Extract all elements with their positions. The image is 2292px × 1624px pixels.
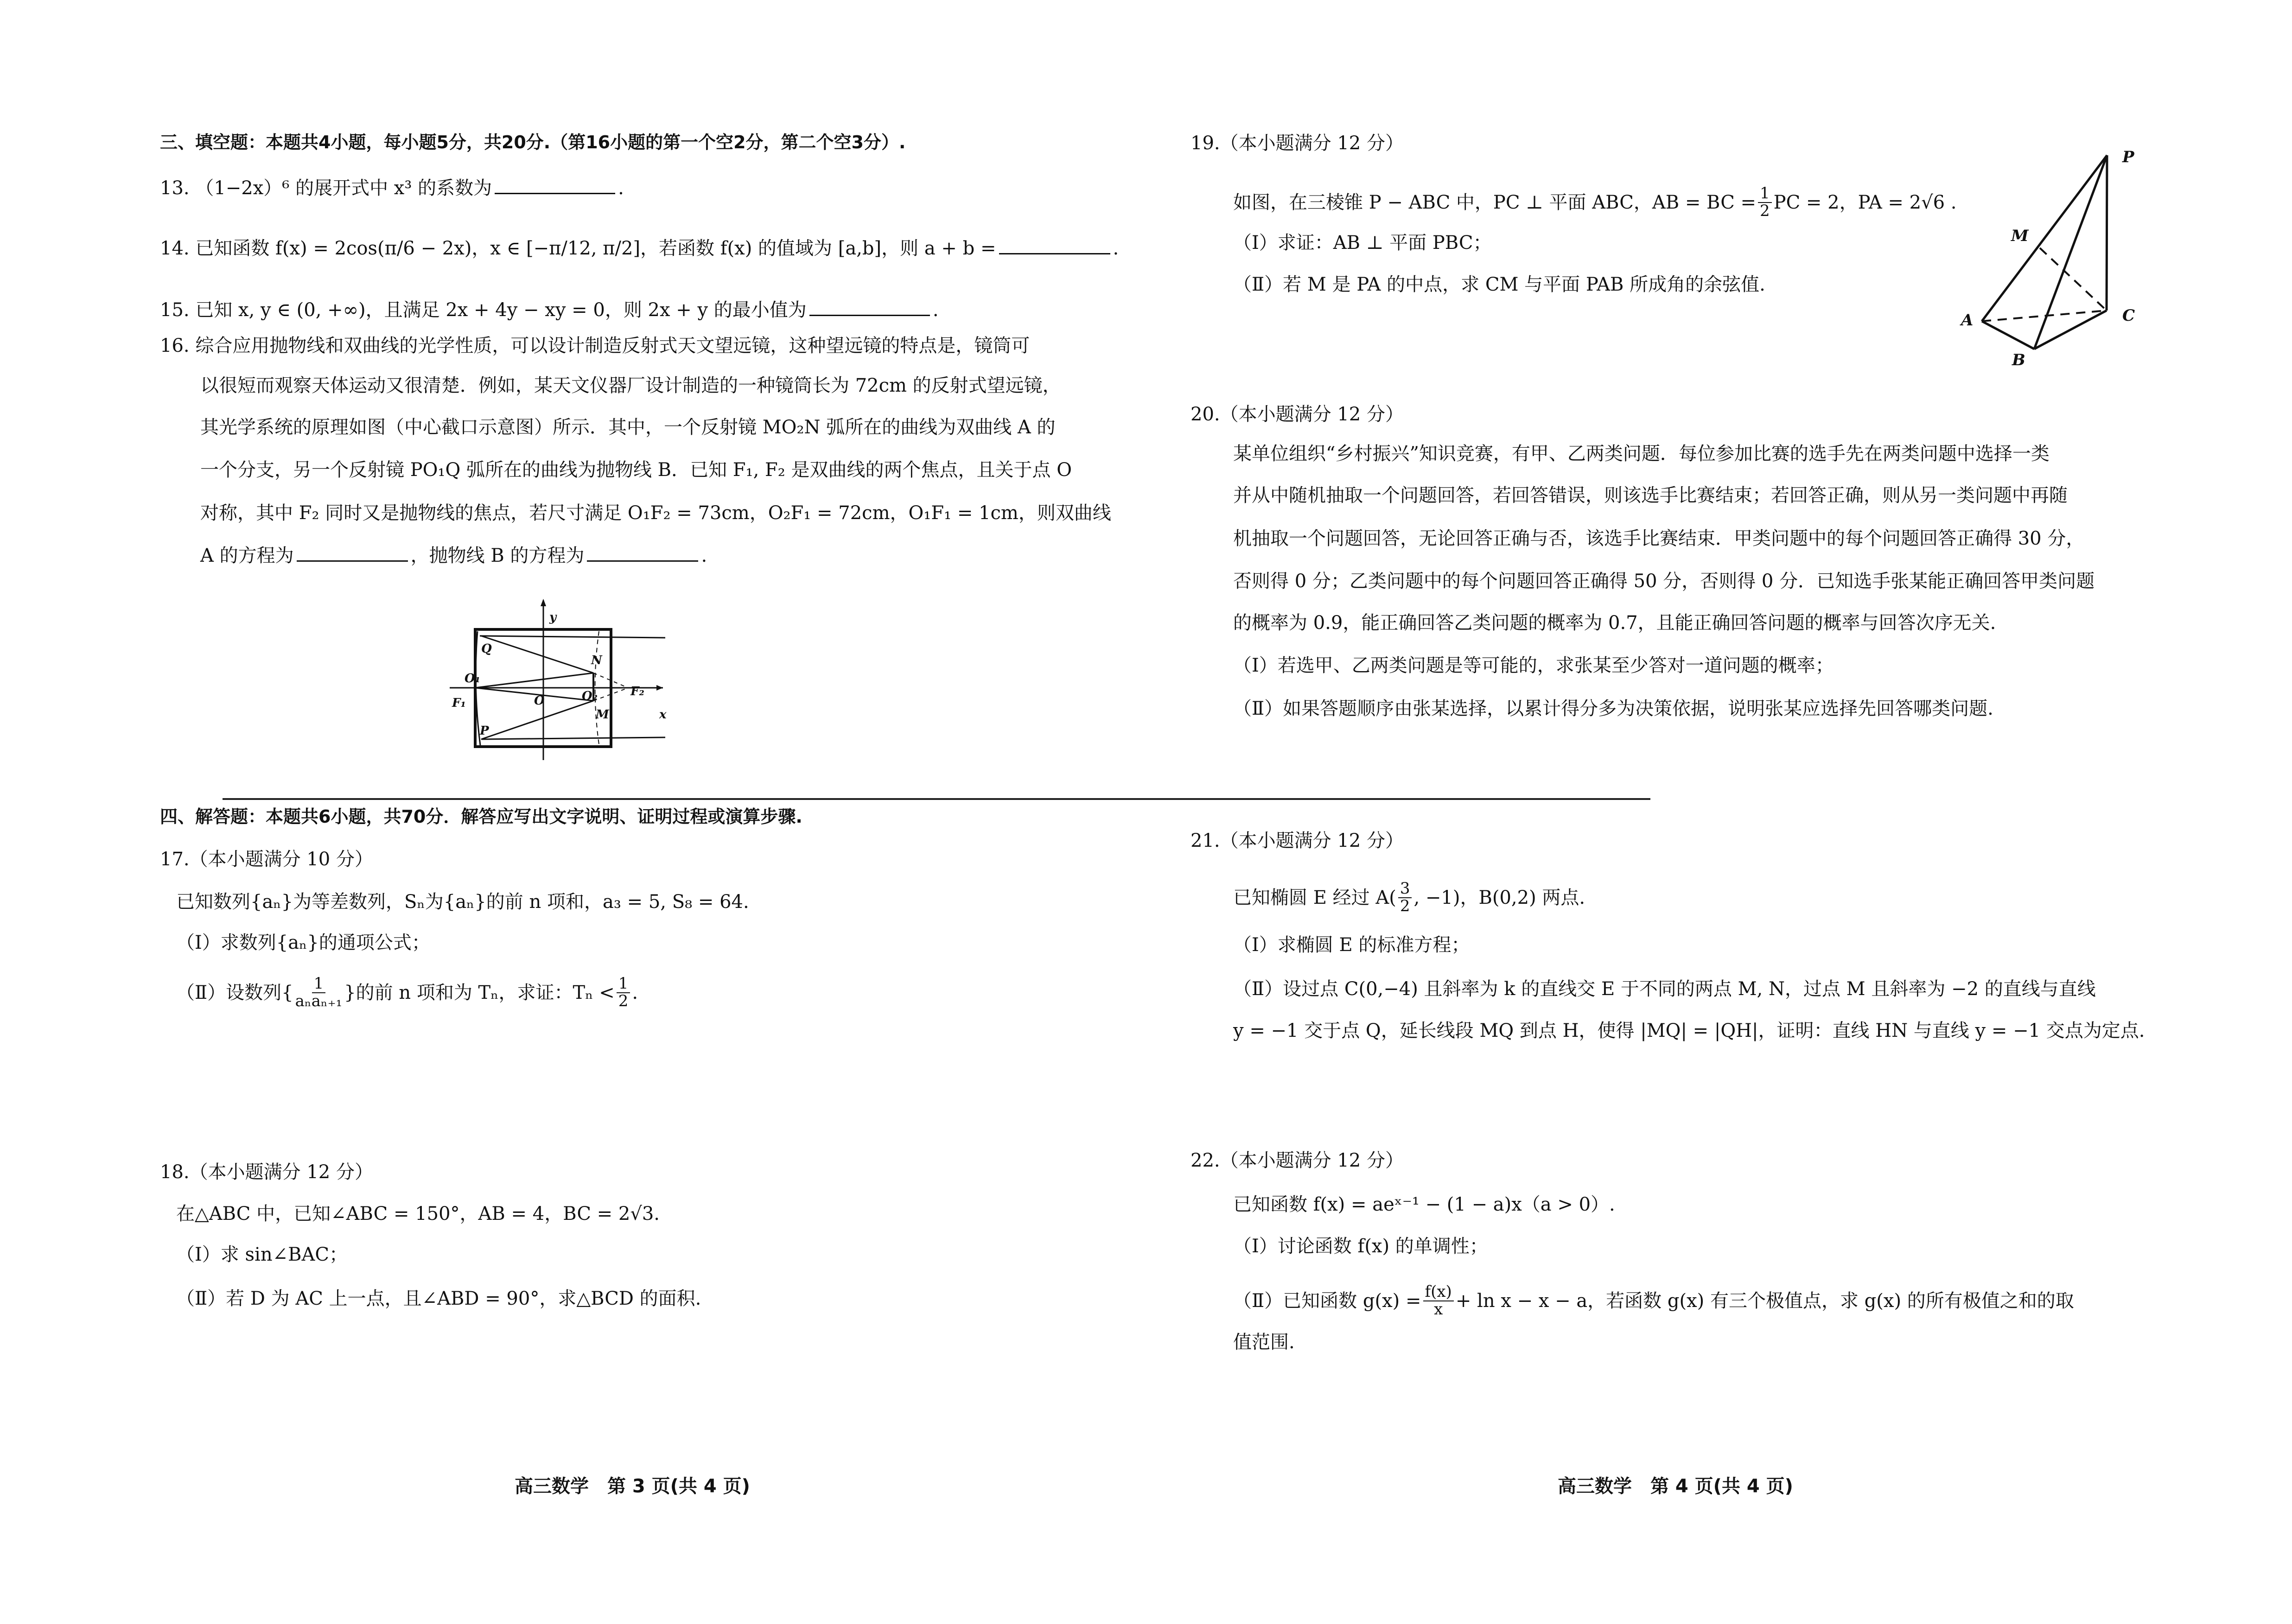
q22-part1: （Ⅰ）讨论函数 f(x) 的单调性；	[1233, 1236, 1488, 1257]
q22-fraction	[1423, 1284, 1454, 1318]
q21-part1: （Ⅰ）求椭圆 E 的标准方程；	[1233, 934, 1470, 956]
q20-line-2: 并从中随机抽取一个问题回答，若回答错误，则该选手比赛结束；若回答正确，则从另一类问题中再随	[1233, 485, 2068, 506]
diagram-label-O1: O₁	[465, 672, 481, 685]
q13-period: .	[618, 178, 624, 199]
q21-stem-text-b: , −1)，B(0,2) 两点.	[1413, 887, 1585, 908]
q21-title: 21.（本小题满分 12 分）	[1191, 830, 1404, 851]
q20-part2: （Ⅱ）如果答题顺序由张某选择，以累计得分多为决策依据，说明张某应选择先回答哪类问题.	[1233, 698, 1993, 719]
q17-part2-text-b: }的前 n 项和为 Tₙ，求证：Tₙ <	[344, 982, 615, 1003]
pyramid-label-A: A	[1961, 311, 1974, 330]
q17-fraction	[295, 976, 343, 1009]
q17-frac-num: 1	[312, 976, 326, 993]
q17-part2-period: .	[632, 982, 638, 1003]
q16-parabola-label: ，抛物线 B 的方程为	[410, 545, 585, 566]
q13-number: 13.	[160, 178, 190, 199]
q19-frac-num: 1	[1758, 185, 1772, 203]
q13-answer-blank[interactable]	[495, 178, 615, 194]
q21-part2-line-2: y = −1 交于点 Q，延长线段 MQ 到点 H，使得 |MQ| = |QH|，证明：直线 HN 与直线 y = −1 交点为定点.	[1233, 1020, 2145, 1041]
q17-part1: （Ⅰ）求数列{aₙ}的通项公式；	[176, 932, 430, 953]
q17-half-num: 1	[617, 976, 630, 993]
diagram-label-x: x	[659, 708, 667, 722]
q20-line-5: 的概率为 0.9，能正确回答乙类问题的概率为 0.7，且能正确回答问题的概率与回答次序无关.	[1233, 612, 1996, 634]
pyramid-label-M: M	[2011, 227, 2029, 245]
diagram-label-N: N	[591, 653, 602, 667]
diagram-label-O: O	[534, 694, 545, 708]
q15-text: 已知 x, y ∈ (0, +∞)，且满足 2x + 4y − xy = 0，则 2x + y 的最小值为	[195, 299, 807, 321]
triangular-pyramid-figure	[1947, 139, 2179, 380]
q17-part2-text-a: （Ⅱ）设数列{	[176, 982, 293, 1003]
question-16-line-6	[200, 545, 707, 567]
q17-half-den: 2	[618, 991, 629, 1010]
q14-period: .	[1113, 238, 1119, 259]
q16-text: 综合应用抛物线和双曲线的光学性质，可以设计制造反射式天文望远镜，这种望远镜的特点是，镜筒可	[195, 335, 1030, 356]
q15-number: 15.	[160, 299, 190, 321]
q22-stem: 已知函数 f(x) = aeˣ⁻¹ − (1 − a)x（a > 0）.	[1233, 1194, 1615, 1215]
diagram-label-Q: Q	[481, 642, 492, 656]
q16-hyperbola-blank[interactable]	[297, 546, 408, 562]
q21-stem	[1233, 881, 1585, 914]
q15-answer-blank[interactable]	[809, 300, 930, 316]
q17-title: 17.（本小题满分 10 分）	[160, 849, 373, 870]
section4-heading: 四、解答题：本题共6小题，共70分．解答应写出文字说明、证明过程或演算步骤.	[160, 806, 802, 827]
q21-frac-den: 2	[1400, 896, 1410, 915]
q22-part2-line-2: 值范围.	[1233, 1332, 1295, 1353]
q19-stem-text-b: PC = 2，PA = 2√6 .	[1773, 191, 1957, 213]
q20-line-3: 机抽取一个问题回答，无论回答正确与否，该选手比赛结束．甲类问题中的每个问题回答正确得 30 分，	[1233, 528, 2085, 549]
question-14	[160, 237, 1119, 260]
q21-frac-num: 3	[1398, 881, 1412, 898]
question-16-line-1	[160, 335, 1030, 357]
q21-fraction	[1398, 881, 1412, 914]
q17-stem: 已知数列{aₙ}为等差数列，Sₙ为{aₙ}的前 n 项和，a₃ = 5, S₈ = 64.	[176, 891, 749, 913]
q18-part2: （Ⅱ）若 D 为 AC 上一点，且∠ABD = 90°，求△BCD 的面积.	[176, 1288, 701, 1309]
q16-hyperbola-label: A 的方程为	[200, 545, 294, 566]
q19-part2: （Ⅱ）若 M 是 PA 的中点，求 CM 与平面 PAB 所成角的余弦值.	[1233, 274, 1765, 295]
q22-part2	[1233, 1284, 2074, 1318]
q20-line-1: 某单位组织“乡村振兴”知识竞赛，有甲、乙两类问题．每位参加比赛的选手先在两类问题中选择一类	[1233, 443, 2050, 464]
q16-period: .	[701, 545, 707, 566]
q17-half	[617, 976, 630, 1009]
diagram-label-y: y	[549, 610, 557, 624]
q14-text: 已知函数 f(x) = 2cos(π/6 − 2x)，x ∈ [−π/12, π/2]，若函数 f(x) 的值域为 [a,b]，则 a + b =	[195, 238, 996, 259]
q15-period: .	[932, 299, 939, 321]
q19-frac-den: 2	[1760, 201, 1770, 220]
pyramid-label-C: C	[2122, 306, 2135, 325]
question-13	[160, 177, 624, 199]
pyramid-label-B: B	[2012, 351, 2025, 369]
diagram-label-M: M	[596, 708, 609, 722]
question-16-line-2: 以很短而观察天体运动又很清楚．例如，某天文仪器厂设计制造的一种镜筒长为 72cm 的反射式望远镜，	[200, 375, 1061, 396]
q22-title: 22.（本小题满分 12 分）	[1191, 1150, 1404, 1171]
q17-part2	[176, 976, 638, 1009]
section-divider	[223, 798, 1650, 800]
footer-page-3: 高三数学 第 3 页(共 4 页)	[515, 1476, 750, 1497]
question-16-line-4: 一个分支，另一个反射镜 PO₁Q 弧所在的曲线为抛物线 B．已知 F₁, F₂ 是双曲线的两个焦点，且关于点 O	[200, 459, 1072, 481]
question-15	[160, 299, 939, 321]
q22-frac-num: f(x)	[1423, 1284, 1454, 1301]
diagram-label-O2: O₂	[582, 689, 598, 703]
q18-stem: 在△ABC 中，已知∠ABC = 150°，AB = 4，BC = 2√3.	[176, 1203, 660, 1224]
q22-part2-text-b: + ln x − x − a，若函数 g(x) 有三个极值点，求 g(x) 的所有极值之和的取	[1455, 1290, 2074, 1312]
q22-frac-den: x	[1434, 1300, 1443, 1319]
q22-part2-text-a: （Ⅱ）已知函数 g(x) =	[1233, 1290, 1421, 1312]
q19-stem-text-a: 如图，在三棱锥 P − ABC 中，PC ⊥ 平面 ABC，AB = BC =	[1233, 191, 1757, 213]
q21-stem-text-a: 已知椭圆 E 经过 A(	[1233, 887, 1396, 908]
q14-number: 14.	[160, 238, 190, 259]
q14-answer-blank[interactable]	[999, 238, 1110, 254]
pyramid-label-P: P	[2122, 148, 2134, 166]
q19-stem	[1233, 185, 1956, 219]
question-16-line-5: 对称，其中 F₂ 同时又是抛物线的焦点，若尺寸满足 O₁F₂ = 73cm，O₂F₁ = 72cm，O₁F₁ = 1cm，则双曲线	[200, 502, 1111, 524]
diagram-label-F1: F₁	[452, 696, 466, 710]
q20-line-4: 否则得 0 分；乙类问题中的每个问题回答正确得 50 分，否则得 0 分．已知选手张某能正确回答甲类问题	[1233, 571, 2095, 592]
diagram-label-F2: F₂	[630, 685, 644, 698]
telescope-optics-diagram	[440, 593, 858, 769]
question-16-line-3: 其光学系统的原理如图（中心截口示意图）所示．其中，一个反射镜 MO₂N 弧所在的曲线为双曲线 A 的	[200, 417, 1056, 438]
section3-heading: 三、填空题：本题共4小题，每小题5分，共20分.（第16小题的第一个空2分，第二个空3分）.	[160, 132, 906, 152]
q16-number: 16.	[160, 335, 190, 356]
q20-part1: （Ⅰ）若选甲、乙两类问题是等可能的，求张某至少答对一道问题的概率；	[1233, 655, 1834, 676]
q17-frac-den: aₙaₙ₊₁	[295, 991, 343, 1010]
footer-page-4: 高三数学 第 4 页(共 4 页)	[1558, 1476, 1793, 1497]
q21-part2-line-1: （Ⅱ）设过点 C(0,−4) 且斜率为 k 的直线交 E 于不同的两点 M, N，过点 M 且斜率为 −2 的直线与直线	[1233, 978, 2096, 1000]
q20-title: 20.（本小题满分 12 分）	[1191, 404, 1404, 425]
diagram-label-P: P	[480, 724, 489, 738]
q13-text: （1−2x）⁶ 的展开式中 x³ 的系数为	[195, 178, 492, 199]
q19-part1: （Ⅰ）求证：AB ⊥ 平面 PBC；	[1233, 232, 1492, 254]
q18-title: 18.（本小题满分 12 分）	[160, 1161, 373, 1183]
q19-fraction	[1758, 185, 1772, 219]
q19-title: 19.（本小题满分 12 分）	[1191, 133, 1404, 154]
q16-parabola-blank[interactable]	[587, 546, 698, 562]
q18-part1: （Ⅰ）求 sin∠BAC；	[176, 1244, 348, 1265]
